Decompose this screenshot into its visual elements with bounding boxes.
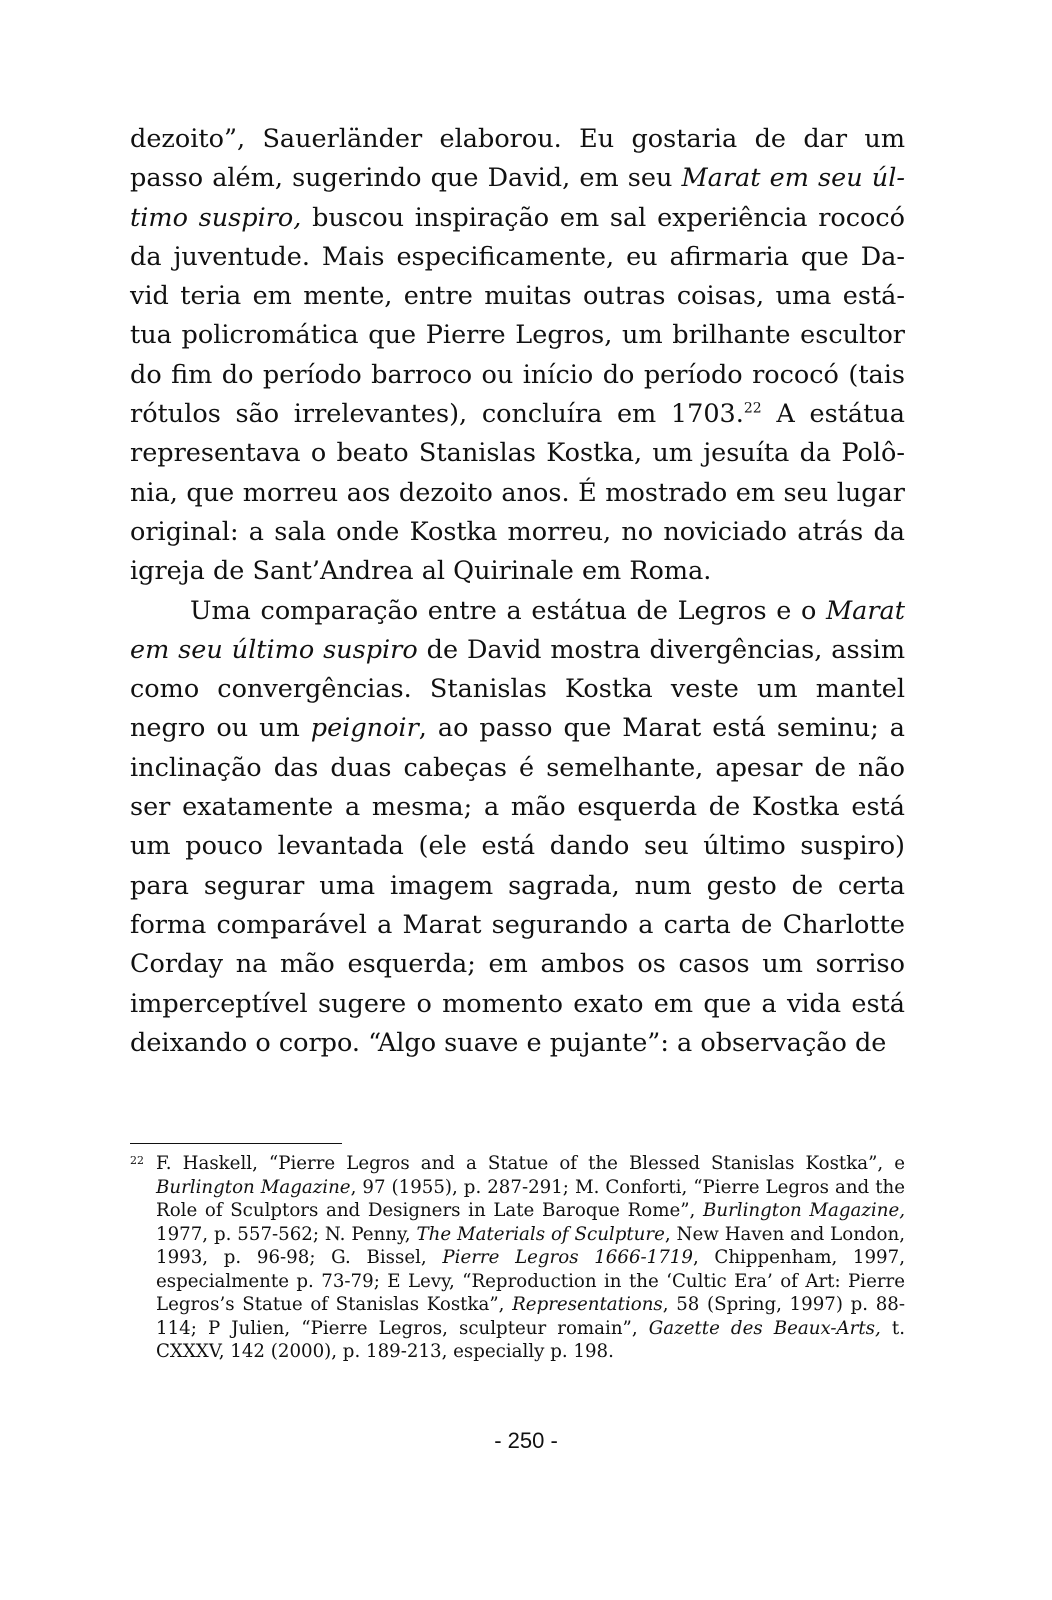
- fn-text-7: t. CXXXV, 142 (2000), p. 189-213, especially p. 198.: [156, 1317, 906, 1362]
- p2-italic-peignoir: peignoir: [310, 713, 419, 744]
- footnote-ref-22[interactable]: 22: [743, 400, 762, 417]
- p2-text-3: , ao passo que Marat está seminu; a inclinação das duas cabeças é semelhante, apesar de não ser exatamente a mesma; a mão esquerda de Kostka está um pouco levantada (ele está dando seu último suspiro) para segurar uma imagem sagrada, num gesto de certa forma comparável a Marat segurando a carta de Charlotte Corday na mão esquerda; em ambos os casos um sorriso imperceptível sugere o momento exato em que a vida está deixando o corpo. “Algo suave e pujante”: a observação de: [130, 713, 906, 1058]
- fn-text-2: , 97 (1955), p. 287-291; M. Conforti, “Pierre Legros and the Role of Sculptors and Designers in Late Baroque Rome”,: [156, 1176, 905, 1221]
- fn-italic-5: Representations: [512, 1294, 663, 1315]
- fn-text-3: 1977, p. 557-562; N. Penny,: [156, 1223, 417, 1245]
- fn-italic-3: The Materials of Sculpture: [416, 1223, 665, 1245]
- p2-text-1: Uma comparação entre a estátua de Legros e o: [190, 595, 827, 626]
- p1-italic-title: Marat em seu último suspiro,: [130, 163, 905, 233]
- p2-italic-title: Marat em seu último suspiro: [130, 595, 905, 665]
- paragraph-1: [130, 120, 905, 592]
- footnote-number: 22: [130, 1154, 144, 1167]
- p1-text-1: dezoito”, Sauerländer elaborou. Eu gostaria de dar um passo além, sugerindo que David, em seu: [130, 124, 905, 194]
- p2-text-2: de David mostra divergências, assim como convergências. Stanislas Kostka veste um mantel negro ou um: [130, 634, 905, 744]
- footnote-22: [130, 1152, 905, 1364]
- fn-italic-1: Burlington Magazine: [156, 1176, 351, 1198]
- main-text: [130, 120, 905, 1063]
- paragraph-2: [130, 592, 905, 1064]
- fn-text-5: , Chippenham, 1997, especialmente p. 73-79; E Levy, “Reproduction in the ‘Cultic Era’ of Art: Pierre Legros’s Statue of Stanislas Kostka”,: [156, 1247, 905, 1315]
- footnote-separator: [130, 1143, 342, 1144]
- p1-text-2: buscou inspiração em sal experiência rococó da juventude. Mais especificamente, eu afirmaria que David teria em mente, entre muitas outras coisas, uma estátua policromática que Pierre Legros, um brilhante escultor do fim do período barroco ou início do período rococó (tais rótulos são irrelevantes), concluíra em 1703.: [130, 202, 906, 430]
- fn-italic-2: Burlington Magazine,: [703, 1200, 905, 1221]
- page-number: - 250 -: [494, 1428, 558, 1453]
- fn-text-1: F. Haskell, “Pierre Legros and a Statue of the Blessed Stanislas Kostka”, e: [156, 1153, 905, 1174]
- fn-text-6: , 58 (Spring, 1997) p. 88-114; P Julien, “Pierre Legros, sculpteur romain”,: [156, 1294, 905, 1339]
- fn-text-4: , New Haven and London, 1993, p. 96-98; G. Bissel,: [156, 1223, 905, 1268]
- fn-italic-6: Gazette des Beaux-Arts,: [648, 1317, 881, 1339]
- footnotes: [130, 1152, 905, 1364]
- fn-italic-4: Pierre Legros 1666-1719: [442, 1247, 693, 1268]
- p1-text-3: A estátua representava o beato Stanislas Kostka, um jesuíta da Polônia, que morreu aos dezoito anos. É mostrado em seu lugar original: a sala onde Kostka morreu, no noviciado atrás da igreja de Sant’Andrea al Quirinale em Roma.: [130, 399, 905, 587]
